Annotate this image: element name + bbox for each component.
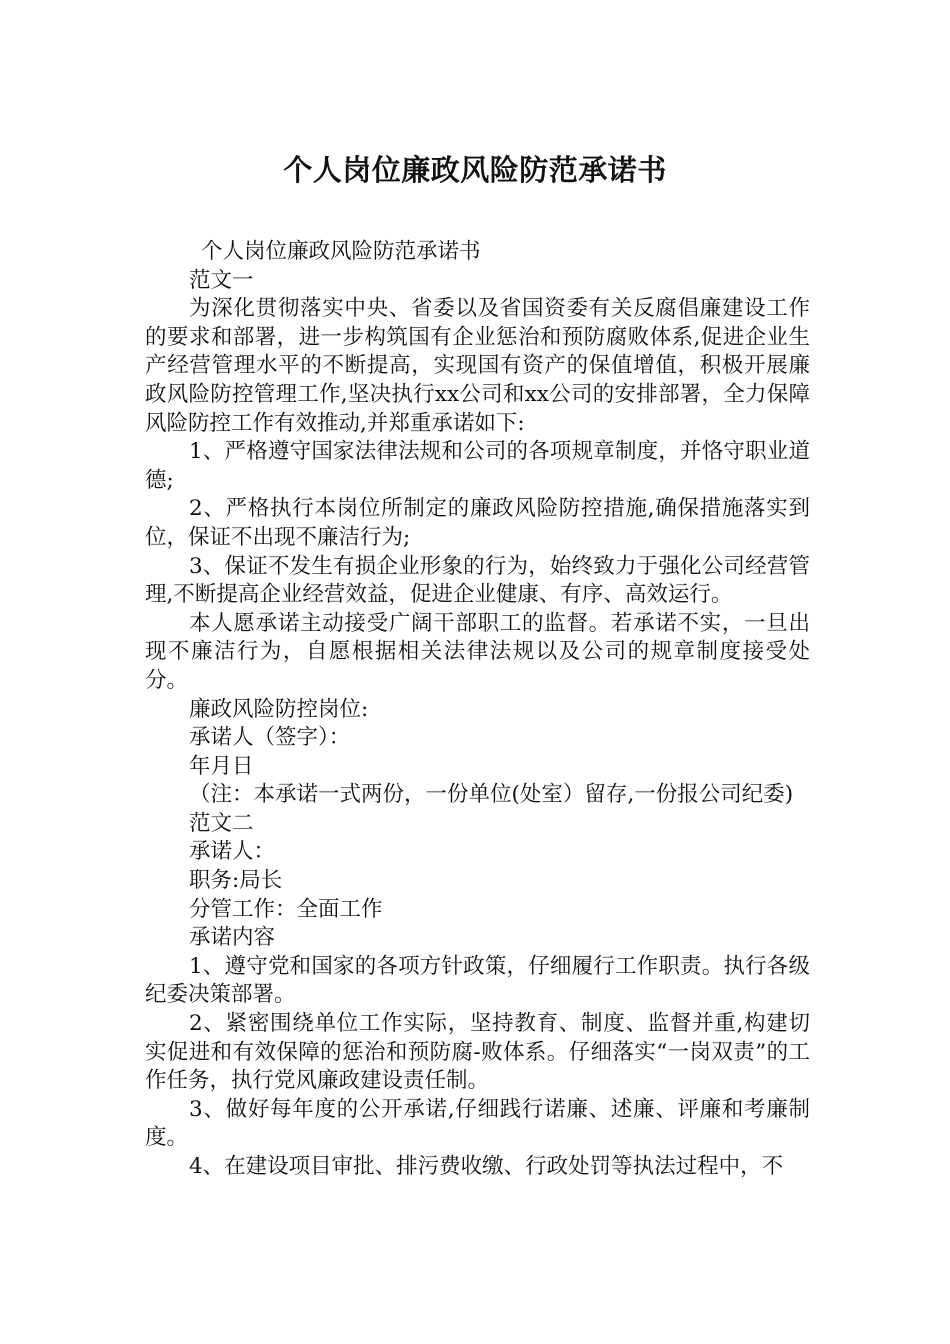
form-line-promisor: 承诺人： <box>189 839 276 865</box>
body-heading: 个人岗位廉政风险防范承诺书 <box>201 239 481 264</box>
paragraph: 3、做好每年度的公开承诺,仔细践行诺廉、述廉、评廉和考廉制度。 <box>145 1096 810 1151</box>
paragraph: 3、保证不发生有损企业形象的行为，始终致力于强化公司经营管理,不断提高企业经营效益，促进企业健康、有序、高效运行。 <box>145 553 810 608</box>
form-line-post: 廉政风险防控岗位: <box>189 696 369 722</box>
form-line-date: 年月日 <box>189 753 254 779</box>
paragraph: 1、严格遵守国家法律法规和公司的各项规章制度，并恪守职业道德; <box>145 439 810 493</box>
paragraph: 本人愿承诺主动接受广阔干部职工的监督。若承诺不实，一旦出现不廉洁行为，自愿根据相关法律法规以及公司的规章制度接受处分。 <box>145 610 810 693</box>
form-line-content-heading: 承诺内容 <box>189 925 276 951</box>
paragraph: 2、紧密围绕单位工作实际，坚持教育、制度、监督并重,构建切实促进和有效保障的惩治和预防腐-败体系。仔细落实“一岗双责”的工作任务，执行党风廉政建设责任制。 <box>145 1011 810 1094</box>
paragraph: 4、在建设项目审批、排污费收缴、行政处罚等执法过程中，不 <box>189 1154 784 1179</box>
paragraph: 为深化贯彻落实中央、省委以及省国资委有关反腐倡廉建设工作的要求和部署，进一步构筑国有企业惩治和预防腐败体系,促进企业生产经营管理水平的不断提高，实现国有资产的保值增值，积极开展廉政风险防控管理工作,坚决执行xx公司和xx公司的安排部署，全力保障风险防控工作有效推动,并郑重承诺如下: <box>145 296 810 436</box>
form-line-position: 职务:局长 <box>189 868 283 894</box>
paragraph: 2、严格执行本岗位所制定的廉政风险防控措施,确保措施落实到位，保证不出现不廉洁行为; <box>145 496 810 550</box>
document-title: 个人岗位廉政风险防范承诺书 <box>283 153 667 187</box>
section-label-sample-two: 范文二 <box>189 810 254 836</box>
form-line-signature: 承诺人（签字）： <box>189 725 351 751</box>
note: （注：本承诺一式两份，一份单位(处室）留存,一份报公司纪委) <box>189 782 794 808</box>
form-line-responsibility: 分管工作：全面工作 <box>189 896 383 922</box>
document-body <box>145 238 810 1182</box>
paragraph: 1、遵守党和国家的各项方针政策，仔细履行工作职责。执行各级纪委决策部署。 <box>145 953 810 1008</box>
section-label-sample-one: 范文一 <box>189 267 254 293</box>
